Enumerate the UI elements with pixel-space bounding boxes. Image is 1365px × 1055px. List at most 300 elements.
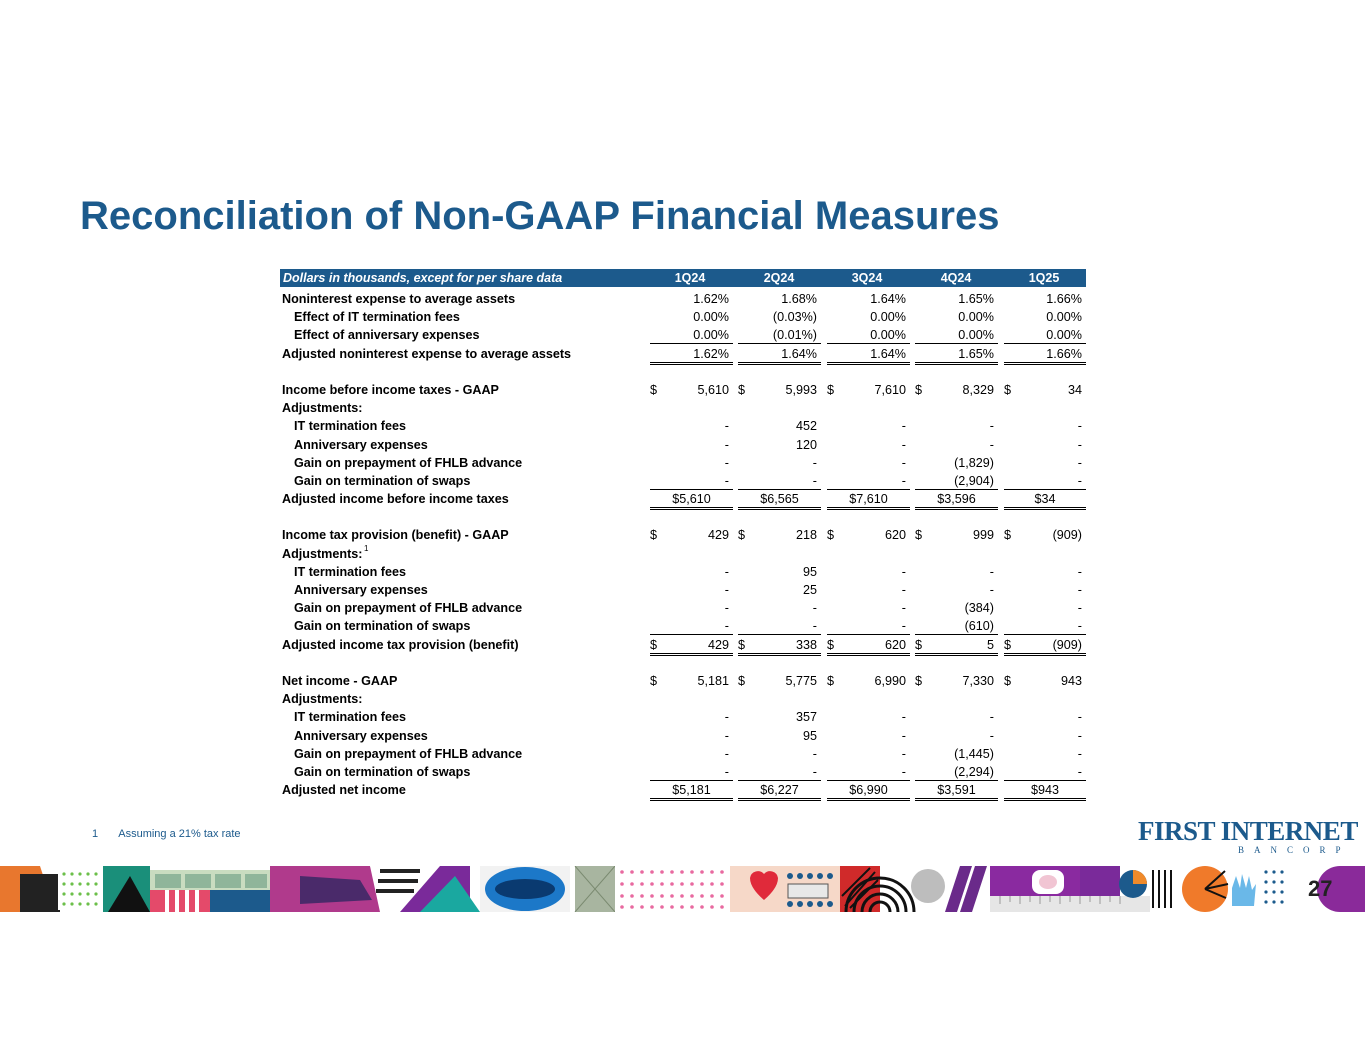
- value-cell: [915, 672, 998, 689]
- value-cell: [738, 763, 821, 781]
- cell-value: 1.62%: [693, 292, 729, 306]
- cell-value: -: [901, 710, 906, 725]
- value-cell: [650, 454, 733, 471]
- cell-value: 429: [707, 528, 729, 543]
- value-cell: [738, 636, 821, 656]
- cell-value: -: [724, 728, 729, 743]
- row-label: IT termination fees: [294, 564, 406, 579]
- value-cell: [827, 708, 910, 725]
- cell-value: -: [1077, 710, 1082, 725]
- cell-value: 0.00%: [958, 328, 994, 343]
- table-row: [280, 690, 1086, 708]
- cell-value: -: [724, 455, 729, 470]
- page-number: 27: [1308, 876, 1333, 901]
- table-row: [280, 708, 1086, 726]
- cell-value: -: [901, 764, 906, 779]
- cell-value: -: [1077, 728, 1082, 743]
- cell-value: -: [724, 619, 729, 634]
- cell-value: -: [901, 746, 906, 761]
- cell-value: 0.00%: [693, 328, 729, 343]
- table-row: [280, 763, 1086, 781]
- decorative-image-band: [0, 866, 1365, 912]
- cell-value: 0.00%: [1046, 328, 1082, 343]
- value-cell: [650, 436, 733, 453]
- currency-symbol: $: [915, 382, 923, 397]
- cell-value: (909): [1052, 637, 1082, 652]
- value-cell: [1004, 745, 1086, 762]
- cell-value: -: [812, 473, 817, 488]
- value-cell: [650, 417, 733, 434]
- cell-value: -: [1077, 764, 1082, 779]
- footnote-number: 1: [92, 828, 99, 840]
- cell-value: 0.00%: [1046, 310, 1082, 325]
- cell-value: $5,181: [672, 783, 711, 798]
- table-row: [280, 581, 1086, 599]
- header-label: Dollars in thousands, except for per share data: [283, 271, 563, 285]
- table-row: [280, 290, 1086, 308]
- value-cell: [650, 472, 733, 490]
- currency-symbol: $: [827, 673, 835, 688]
- footnote-marker: 1: [364, 543, 369, 553]
- value-cell: [650, 290, 733, 307]
- cell-value: 95: [802, 728, 817, 743]
- value-cell: [915, 617, 998, 635]
- cell-value: -: [1077, 601, 1082, 616]
- cell-value: -: [812, 764, 817, 779]
- value-cell: [1004, 581, 1086, 598]
- cell-value: 5,993: [785, 382, 817, 397]
- cell-value: -: [724, 601, 729, 616]
- value-cell: [827, 436, 910, 453]
- value-cell: [915, 763, 998, 781]
- cell-value: $3,591: [937, 783, 976, 798]
- currency-symbol: $: [915, 637, 923, 652]
- cell-value: -: [724, 473, 729, 488]
- value-cell: [738, 454, 821, 471]
- currency-symbol: $: [1004, 528, 1012, 543]
- cell-value: (2,904): [954, 473, 994, 488]
- row-label: Adjusted noninterest expense to average assets: [282, 346, 572, 361]
- value-cell: [915, 326, 998, 344]
- cell-value: -: [1077, 419, 1082, 434]
- cell-value: 5,610: [697, 382, 729, 397]
- cell-value: 6,990: [874, 673, 906, 688]
- cell-value: $5,610: [672, 492, 711, 507]
- value-cell: [1004, 472, 1086, 490]
- table-row: [280, 727, 1086, 745]
- cell-value: -: [901, 601, 906, 616]
- value-cell: [915, 490, 998, 510]
- table-row: [280, 345, 1086, 363]
- table-row: [280, 636, 1086, 654]
- cell-value: (0.03%): [772, 310, 817, 325]
- value-cell: [1004, 763, 1086, 781]
- cell-value: 95: [802, 564, 817, 579]
- value-cell: [650, 599, 733, 616]
- cell-value: 218: [795, 528, 817, 543]
- value-cell: [1004, 436, 1086, 453]
- currency-symbol: $: [1004, 673, 1012, 688]
- row-label: Income before income taxes - GAAP: [282, 382, 499, 397]
- value-cell: [1004, 563, 1086, 580]
- cell-value: -: [724, 564, 729, 579]
- row-label: Anniversary expenses: [294, 728, 428, 743]
- cell-value: 357: [795, 710, 817, 725]
- cell-value: 0.00%: [870, 328, 906, 343]
- value-cell: [827, 490, 910, 510]
- value-cell: [1004, 345, 1086, 365]
- cell-value: $3,596: [937, 492, 976, 507]
- currency-symbol: $: [1004, 382, 1012, 397]
- value-cell: [915, 599, 998, 616]
- currency-symbol: $: [650, 528, 658, 543]
- cell-value: 620: [884, 637, 906, 652]
- table-row: [280, 599, 1086, 617]
- value-cell: [738, 381, 821, 398]
- currency-symbol: $: [738, 637, 746, 652]
- value-cell: [915, 526, 998, 543]
- cell-value: 25: [802, 583, 817, 597]
- value-cell: [650, 308, 733, 325]
- value-cell: [738, 672, 821, 689]
- cell-value: (909): [1052, 528, 1082, 543]
- value-cell: [738, 290, 821, 307]
- cell-value: 1.68%: [781, 292, 817, 306]
- row-label: Effect of anniversary expenses: [294, 328, 480, 343]
- value-cell: [738, 617, 821, 635]
- value-cell: [827, 672, 910, 689]
- header-quarter: 1Q24: [674, 271, 706, 285]
- value-cell: [650, 727, 733, 744]
- value-cell: [1004, 381, 1086, 398]
- value-cell: [827, 526, 910, 543]
- row-label: Gain on prepayment of FHLB advance: [294, 601, 523, 616]
- value-cell: [915, 781, 998, 801]
- cell-value: 999: [972, 528, 994, 543]
- value-cell: [915, 563, 998, 580]
- cell-value: -: [724, 419, 729, 434]
- value-cell: [738, 345, 821, 365]
- page-title: Reconciliation of Non-GAAP Financial Measures: [80, 194, 1000, 238]
- cell-value: -: [812, 746, 817, 761]
- value-cell: [827, 290, 910, 307]
- value-cell: [650, 781, 733, 801]
- value-cell: [650, 708, 733, 725]
- cell-value: -: [901, 437, 906, 452]
- cell-value: -: [989, 437, 994, 452]
- value-cell: [1004, 308, 1086, 325]
- value-cell: [650, 326, 733, 344]
- value-cell: [1004, 454, 1086, 471]
- cell-value: $943: [1030, 783, 1060, 798]
- cell-value: 943: [1060, 673, 1082, 688]
- currency-symbol: $: [827, 637, 835, 652]
- cell-value: -: [1077, 746, 1082, 761]
- header-quarter: 1Q25: [1028, 271, 1060, 285]
- value-cell: [1004, 708, 1086, 725]
- row-label: Gain on termination of swaps: [294, 619, 471, 634]
- cell-value: -: [989, 728, 994, 743]
- table-row: [280, 381, 1086, 399]
- value-cell: [738, 727, 821, 744]
- cell-value: 338: [795, 637, 817, 652]
- cell-value: -: [989, 710, 994, 725]
- value-cell: [827, 417, 910, 434]
- cell-value: 429: [707, 637, 729, 652]
- value-cell: [650, 617, 733, 635]
- cell-value: -: [989, 564, 994, 579]
- cell-value: (1,445): [954, 746, 994, 761]
- row-label: IT termination fees: [294, 710, 406, 725]
- value-cell: [738, 490, 821, 510]
- value-cell: [915, 636, 998, 656]
- currency-symbol: $: [738, 382, 746, 397]
- row-spacer: [280, 508, 1086, 526]
- row-label: Adjustments:: [282, 692, 363, 707]
- value-cell: [650, 636, 733, 656]
- value-cell: [915, 381, 998, 398]
- table-row: [280, 526, 1086, 544]
- table-header: [280, 269, 1086, 287]
- value-cell: [827, 308, 910, 325]
- cell-value: 7,610: [874, 382, 906, 397]
- cell-value: -: [1077, 473, 1082, 488]
- cell-value: -: [1077, 583, 1082, 597]
- cell-value: -: [812, 619, 817, 634]
- cell-value: 0.00%: [870, 310, 906, 325]
- cell-value: 1.65%: [958, 292, 994, 306]
- value-cell: [827, 781, 910, 801]
- value-cell: [1004, 526, 1086, 543]
- table-row: [280, 417, 1086, 435]
- table-row: [280, 545, 1086, 563]
- cell-value: -: [901, 419, 906, 434]
- value-cell: [1004, 326, 1086, 344]
- row-label: Anniversary expenses: [294, 437, 428, 452]
- row-label: Adjustments:: [282, 401, 363, 416]
- cell-value: -: [724, 583, 729, 597]
- table-body: [280, 290, 1086, 799]
- cell-value: -: [989, 583, 994, 597]
- value-cell: [827, 326, 910, 344]
- value-cell: [738, 781, 821, 801]
- currency-symbol: $: [650, 673, 658, 688]
- row-label: IT termination fees: [294, 419, 406, 434]
- value-cell: [650, 581, 733, 598]
- currency-symbol: $: [650, 637, 658, 652]
- cell-value: -: [1077, 619, 1082, 634]
- cell-value: -: [901, 564, 906, 579]
- table-row: [280, 399, 1086, 417]
- cell-value: -: [724, 437, 729, 452]
- value-cell: [650, 745, 733, 762]
- cell-value: 1.64%: [781, 346, 817, 361]
- cell-value: (0.01%): [772, 328, 817, 343]
- table-row: [280, 563, 1086, 581]
- cell-value: 34: [1067, 382, 1082, 397]
- cell-value: (2,294): [954, 764, 994, 779]
- row-label: Gain on prepayment of FHLB advance: [294, 455, 523, 470]
- value-cell: [650, 672, 733, 689]
- value-cell: [915, 727, 998, 744]
- cell-value: -: [901, 619, 906, 634]
- value-cell: [738, 326, 821, 344]
- footnote-text: Assuming a 21% tax rate: [118, 828, 241, 840]
- value-cell: [1004, 599, 1086, 616]
- row-label: Effect of IT termination fees: [294, 310, 460, 325]
- row-spacer: [280, 363, 1086, 381]
- cell-value: 1.62%: [693, 346, 729, 361]
- value-cell: [650, 345, 733, 365]
- value-cell: [827, 381, 910, 398]
- row-label: Gain on termination of swaps: [294, 473, 471, 488]
- currency-symbol: $: [650, 382, 658, 397]
- cell-value: -: [1077, 437, 1082, 452]
- value-cell: [1004, 727, 1086, 744]
- row-label: Adjusted net income: [282, 783, 406, 798]
- value-cell: [915, 472, 998, 490]
- cell-value: -: [724, 764, 729, 779]
- cell-value: 5: [986, 637, 994, 652]
- value-cell: [650, 563, 733, 580]
- cell-value: (610): [964, 619, 994, 634]
- value-cell: [1004, 672, 1086, 689]
- cell-value: 120: [795, 437, 817, 452]
- value-cell: [738, 581, 821, 598]
- row-label: Adjusted income tax provision (benefit): [282, 637, 519, 652]
- cell-value: -: [1077, 455, 1082, 470]
- table-row: [280, 617, 1086, 635]
- table-row: [280, 436, 1086, 454]
- currency-symbol: $: [738, 528, 746, 543]
- value-cell: [827, 599, 910, 616]
- value-cell: [650, 526, 733, 543]
- cell-value: 1.65%: [958, 346, 994, 361]
- value-cell: [827, 581, 910, 598]
- value-cell: [738, 599, 821, 616]
- value-cell: [738, 563, 821, 580]
- cell-value: -: [901, 728, 906, 743]
- currency-symbol: $: [827, 528, 835, 543]
- currency-symbol: $: [915, 673, 923, 688]
- value-cell: [738, 308, 821, 325]
- value-cell: [1004, 781, 1086, 801]
- cell-value: -: [901, 455, 906, 470]
- reconciliation-table: [280, 269, 1086, 799]
- cell-value: -: [989, 419, 994, 434]
- value-cell: [1004, 290, 1086, 307]
- currency-symbol: $: [1004, 637, 1012, 652]
- value-cell: [650, 763, 733, 781]
- cell-value: 1.66%: [1046, 292, 1082, 306]
- value-cell: [827, 636, 910, 656]
- cell-value: 1.66%: [1046, 346, 1082, 361]
- logo-subtext: BANCORP: [1238, 845, 1351, 855]
- currency-symbol: $: [738, 673, 746, 688]
- value-cell: [827, 617, 910, 635]
- row-label: Income tax provision (benefit) - GAAP: [282, 528, 509, 543]
- value-cell: [1004, 636, 1086, 656]
- value-cell: [915, 581, 998, 598]
- value-cell: [827, 563, 910, 580]
- row-label: Gain on prepayment of FHLB advance: [294, 746, 523, 761]
- row-label: Anniversary expenses: [294, 583, 428, 597]
- value-cell: [738, 472, 821, 490]
- row-label: Gain on termination of swaps: [294, 764, 471, 779]
- cell-value: -: [812, 601, 817, 616]
- cell-value: (384): [964, 601, 994, 616]
- header-quarter: 3Q24: [851, 271, 883, 285]
- value-cell: [915, 345, 998, 365]
- cell-value: $34: [1034, 492, 1056, 507]
- table-row: [280, 454, 1086, 472]
- cell-value: 8,329: [962, 382, 994, 397]
- value-cell: [915, 308, 998, 325]
- value-cell: [650, 490, 733, 510]
- value-cell: [738, 745, 821, 762]
- cell-value: 7,330: [962, 673, 994, 688]
- value-cell: [1004, 417, 1086, 434]
- cell-value: -: [812, 455, 817, 470]
- row-spacer: [280, 654, 1086, 672]
- cell-value: -: [901, 583, 906, 597]
- value-cell: [738, 708, 821, 725]
- cell-value: $6,990: [849, 783, 888, 798]
- header-quarter: 4Q24: [940, 271, 972, 285]
- table-row: [280, 672, 1086, 690]
- value-cell: [915, 290, 998, 307]
- value-cell: [827, 745, 910, 762]
- value-cell: [738, 436, 821, 453]
- row-label: Adjustments:: [282, 546, 363, 561]
- table-row: [280, 326, 1086, 344]
- value-cell: [1004, 617, 1086, 635]
- currency-symbol: $: [915, 528, 923, 543]
- cell-value: 5,775: [785, 673, 817, 688]
- row-label: Net income - GAAP: [282, 673, 398, 688]
- cell-value: -: [901, 473, 906, 488]
- value-cell: [915, 436, 998, 453]
- row-label: Adjusted income before income taxes: [282, 492, 509, 507]
- table-row: [280, 490, 1086, 508]
- cell-value: $6,227: [760, 783, 799, 798]
- value-cell: [915, 745, 998, 762]
- currency-symbol: $: [827, 382, 835, 397]
- value-cell: [1004, 490, 1086, 510]
- cell-value: 452: [795, 419, 817, 434]
- table-row: [280, 781, 1086, 799]
- value-cell: [827, 727, 910, 744]
- cell-value: (1,829): [954, 455, 994, 470]
- cell-value: 1.64%: [870, 292, 906, 306]
- company-logo: [1138, 816, 1358, 856]
- table-row: [280, 308, 1086, 326]
- value-cell: [827, 454, 910, 471]
- cell-value: -: [724, 710, 729, 725]
- value-cell: [915, 417, 998, 434]
- cell-value: -: [1077, 564, 1082, 579]
- table-row: [280, 745, 1086, 763]
- cell-value: $6,565: [760, 492, 799, 507]
- cell-value: 5,181: [697, 673, 729, 688]
- value-cell: [827, 472, 910, 490]
- value-cell: [827, 763, 910, 781]
- value-cell: [738, 417, 821, 434]
- value-cell: [915, 708, 998, 725]
- header-quarter: 2Q24: [763, 271, 795, 285]
- value-cell: [738, 526, 821, 543]
- cell-value: -: [724, 746, 729, 761]
